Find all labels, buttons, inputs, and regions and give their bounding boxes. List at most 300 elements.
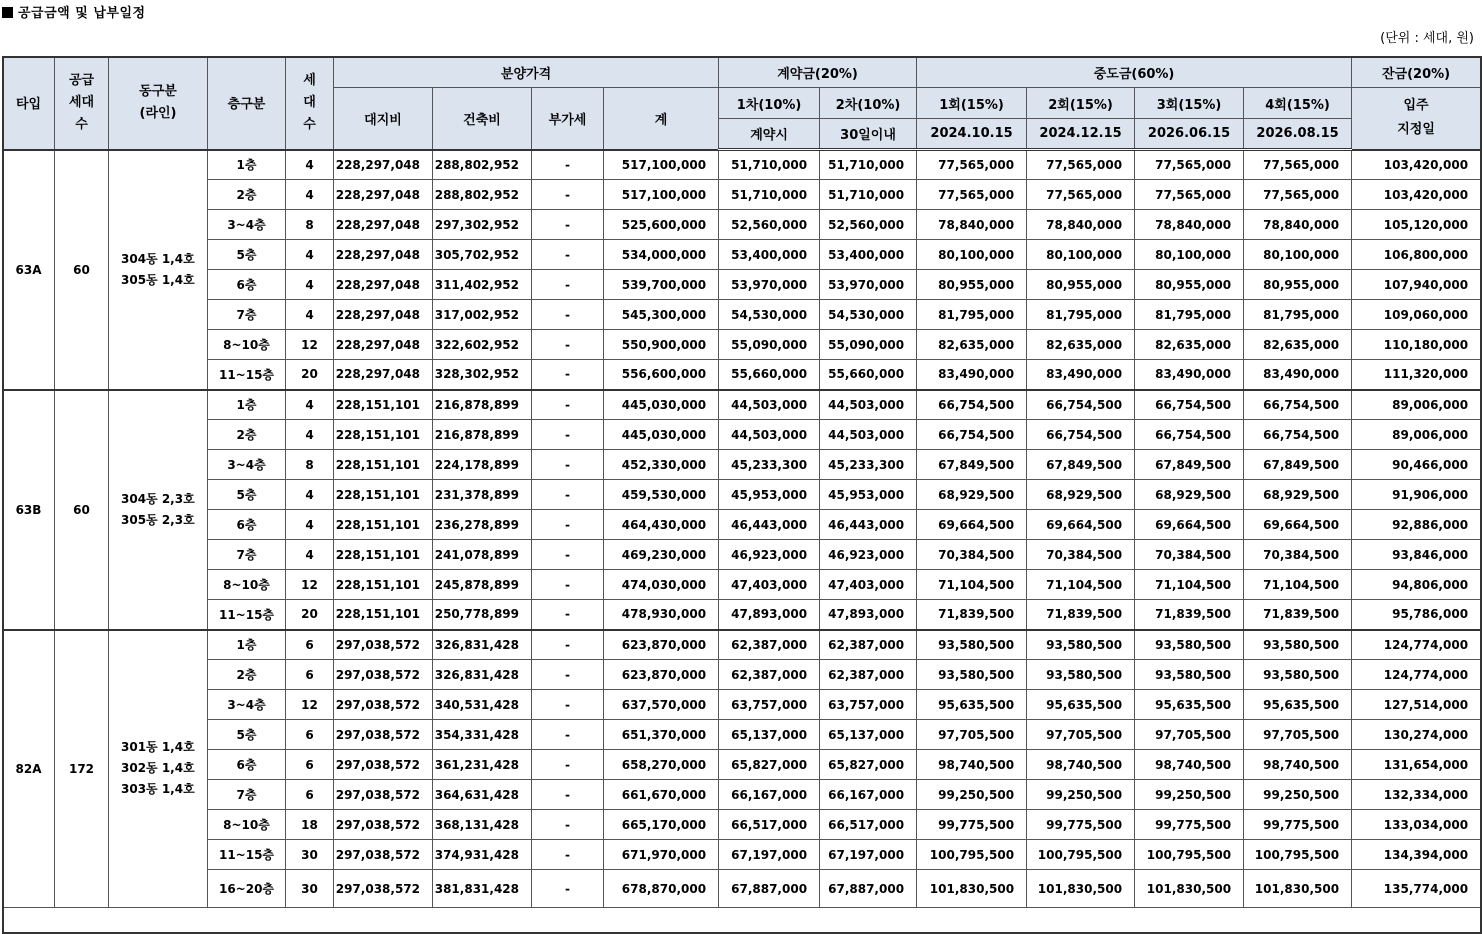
cell-building-cost: 368,131,428 xyxy=(433,810,532,840)
cell-int2: 93,580,500 xyxy=(1027,630,1135,660)
header-units: 세 대 수 xyxy=(286,57,334,150)
cell-floor: 6층 xyxy=(208,270,286,300)
cell-int4: 80,100,000 xyxy=(1244,240,1352,270)
section-title xyxy=(2,2,146,21)
cell-balance: 106,800,000 xyxy=(1352,240,1481,270)
cell-total: 539,700,000 xyxy=(604,270,719,300)
cell-int3: 98,740,500 xyxy=(1135,750,1244,780)
unit-note: (단위 : 세대, 원) xyxy=(1380,31,1474,46)
cell-int3: 71,104,500 xyxy=(1135,570,1244,600)
cell-int3: 67,849,500 xyxy=(1135,450,1244,480)
cell-floor: 7층 xyxy=(208,540,286,570)
header-building: 동구분 (라인) xyxy=(109,57,208,150)
cell-balance: 131,654,000 xyxy=(1352,750,1481,780)
cell-dep2: 66,167,000 xyxy=(820,780,917,810)
cell-balance: 124,774,000 xyxy=(1352,660,1481,690)
cell-vat: - xyxy=(532,480,604,510)
cell-total: 661,670,000 xyxy=(604,780,719,810)
cell-land: 297,038,572 xyxy=(334,750,433,780)
cell-dep1: 53,400,000 xyxy=(719,240,820,270)
header-vat: 부가세 xyxy=(532,88,604,150)
cell-floor: 1층 xyxy=(208,630,286,660)
cell-dep2: 53,970,000 xyxy=(820,270,917,300)
cell-vat: - xyxy=(532,810,604,840)
cell-int1: 99,775,500 xyxy=(917,810,1027,840)
cell-int1: 99,250,500 xyxy=(917,780,1027,810)
cell-int3: 77,565,000 xyxy=(1135,180,1244,210)
cell-int2: 82,635,000 xyxy=(1027,330,1135,360)
cell-dep2: 44,503,000 xyxy=(820,420,917,450)
cell-dep2: 55,090,000 xyxy=(820,330,917,360)
cell-land: 297,038,572 xyxy=(334,810,433,840)
cell-dep2: 62,387,000 xyxy=(820,660,917,690)
cell-int2: 68,929,500 xyxy=(1027,480,1135,510)
cell-dep1: 51,710,000 xyxy=(719,150,820,180)
cell-int3: 69,664,500 xyxy=(1135,510,1244,540)
table-row xyxy=(3,180,1481,210)
cell-int1: 83,490,000 xyxy=(917,360,1027,390)
cell-units: 6 xyxy=(286,660,334,690)
cell-int2: 83,490,000 xyxy=(1027,360,1135,390)
cell-balance: 94,806,000 xyxy=(1352,570,1481,600)
header-int3: 3회(15%) xyxy=(1135,88,1244,119)
cell-floor: 2층 xyxy=(208,180,286,210)
cell-dep1: 63,757,000 xyxy=(719,690,820,720)
cell-dep2: 63,757,000 xyxy=(820,690,917,720)
cell-balance: 95,786,000 xyxy=(1352,600,1481,630)
cell-vat: - xyxy=(532,870,604,908)
building-line: 305동 1,4호 xyxy=(121,272,195,287)
cell-int3: 80,100,000 xyxy=(1135,240,1244,270)
cell-vat: - xyxy=(532,510,604,540)
cell-vat: - xyxy=(532,390,604,420)
table-row xyxy=(3,600,1481,630)
cell-int4: 69,664,500 xyxy=(1244,510,1352,540)
table-row xyxy=(3,420,1481,450)
cell-building-cost: 245,878,899 xyxy=(433,570,532,600)
cell-total: 534,000,000 xyxy=(604,240,719,270)
cell-int4: 77,565,000 xyxy=(1244,150,1352,180)
header-int2: 2회(15%) xyxy=(1027,88,1135,119)
table-row xyxy=(3,270,1481,300)
table-row xyxy=(3,450,1481,480)
cell-floor: 3~4층 xyxy=(208,690,286,720)
cell-building-cost: 288,802,952 xyxy=(433,150,532,180)
cell-dep2: 47,403,000 xyxy=(820,570,917,600)
cell-balance: 103,420,000 xyxy=(1352,150,1481,180)
cell-vat: - xyxy=(532,600,604,630)
cell-int3: 93,580,500 xyxy=(1135,630,1244,660)
header-type: 타입 xyxy=(3,57,55,150)
cell-dep1: 62,387,000 xyxy=(719,660,820,690)
cell-land: 297,038,572 xyxy=(334,840,433,870)
header-supply-units: 공급 세대 수 xyxy=(55,57,109,150)
header-int2-date: 2024.12.15 xyxy=(1027,119,1135,150)
cell-balance: 110,180,000 xyxy=(1352,330,1481,360)
cell-total: 478,930,000 xyxy=(604,600,719,630)
cell-dep1: 65,827,000 xyxy=(719,750,820,780)
cell-units: 30 xyxy=(286,840,334,870)
cell-units: 20 xyxy=(286,600,334,630)
table-row xyxy=(3,480,1481,510)
cell-total: 658,270,000 xyxy=(604,750,719,780)
cell-vat: - xyxy=(532,180,604,210)
table-row xyxy=(3,750,1481,780)
header-int1: 1회(15%) xyxy=(917,88,1027,119)
cell-floor: 2층 xyxy=(208,660,286,690)
cell-dep1: 51,710,000 xyxy=(719,180,820,210)
cell-balance: 134,394,000 xyxy=(1352,840,1481,870)
cell-units: 18 xyxy=(286,810,334,840)
cell-dep2: 45,953,000 xyxy=(820,480,917,510)
cell-building-cost: 288,802,952 xyxy=(433,180,532,210)
cell-total: 474,030,000 xyxy=(604,570,719,600)
header-int3-date: 2026.06.15 xyxy=(1135,119,1244,150)
price-table xyxy=(2,56,1481,908)
cell-building-cost: 374,931,428 xyxy=(433,840,532,870)
table-row xyxy=(3,780,1481,810)
cell-int2: 67,849,500 xyxy=(1027,450,1135,480)
cell-dep2: 45,233,300 xyxy=(820,450,917,480)
cell-int3: 68,929,500 xyxy=(1135,480,1244,510)
cell-int4: 71,104,500 xyxy=(1244,570,1352,600)
cell-building-cost: 322,602,952 xyxy=(433,330,532,360)
table-row xyxy=(3,390,1481,420)
cell-balance: 109,060,000 xyxy=(1352,300,1481,330)
cell-building-cost: 250,778,899 xyxy=(433,600,532,630)
cell-dep2: 47,893,000 xyxy=(820,600,917,630)
cell-balance: 89,006,000 xyxy=(1352,420,1481,450)
cell-int2: 95,635,500 xyxy=(1027,690,1135,720)
cell-units: 6 xyxy=(286,630,334,660)
building-line: 303동 1,4호 xyxy=(121,782,195,797)
cell-vat: - xyxy=(532,630,604,660)
cell-int4: 83,490,000 xyxy=(1244,360,1352,390)
cell-units: 6 xyxy=(286,720,334,750)
cell-land: 228,297,048 xyxy=(334,270,433,300)
cell-building-cost: 361,231,428 xyxy=(433,750,532,780)
cell-int1: 66,754,500 xyxy=(917,390,1027,420)
cell-floor: 1층 xyxy=(208,390,286,420)
header-total: 계 xyxy=(604,88,719,150)
cell-dep1: 47,403,000 xyxy=(719,570,820,600)
cell-int2: 66,754,500 xyxy=(1027,420,1135,450)
cell-int2: 97,705,500 xyxy=(1027,720,1135,750)
cell-balance: 124,774,000 xyxy=(1352,630,1481,660)
cell-int2: 99,250,500 xyxy=(1027,780,1135,810)
cell-int3: 82,635,000 xyxy=(1135,330,1244,360)
cell-balance: 89,006,000 xyxy=(1352,390,1481,420)
cell-int1: 100,795,500 xyxy=(917,840,1027,870)
cell-balance: 135,774,000 xyxy=(1352,870,1481,908)
cell-int4: 77,565,000 xyxy=(1244,180,1352,210)
cell-dep2: 53,400,000 xyxy=(820,240,917,270)
cell-int4: 81,795,000 xyxy=(1244,300,1352,330)
building-line: 304동 1,4호 xyxy=(121,251,195,266)
cell-dep2: 55,660,000 xyxy=(820,360,917,390)
cell-dep2: 44,503,000 xyxy=(820,390,917,420)
cell-building-cost: 340,531,428 xyxy=(433,690,532,720)
cell-building-cost: 305,702,952 xyxy=(433,240,532,270)
cell-int4: 82,635,000 xyxy=(1244,330,1352,360)
building-line: 304동 2,3호 xyxy=(121,491,195,506)
cell-land: 297,038,572 xyxy=(334,870,433,908)
cell-vat: - xyxy=(532,420,604,450)
cell-int1: 93,580,500 xyxy=(917,630,1027,660)
cell-vat: - xyxy=(532,210,604,240)
building-line: 301동 1,4호 xyxy=(121,740,195,755)
cell-balance: 90,466,000 xyxy=(1352,450,1481,480)
cell-int1: 80,100,000 xyxy=(917,240,1027,270)
table-row xyxy=(3,240,1481,270)
cell-int4: 93,580,500 xyxy=(1244,660,1352,690)
cell-int4: 95,635,500 xyxy=(1244,690,1352,720)
cell-land: 228,297,048 xyxy=(334,330,433,360)
cell-dep1: 46,443,000 xyxy=(719,510,820,540)
cell-land: 228,151,101 xyxy=(334,480,433,510)
header-floor: 층구분 xyxy=(208,57,286,150)
cell-units: 4 xyxy=(286,300,334,330)
cell-int1: 71,104,500 xyxy=(917,570,1027,600)
cell-balance: 130,274,000 xyxy=(1352,720,1481,750)
cell-int1: 70,384,500 xyxy=(917,540,1027,570)
cell-int4: 68,929,500 xyxy=(1244,480,1352,510)
cell-floor: 7층 xyxy=(208,780,286,810)
cell-int1: 69,664,500 xyxy=(917,510,1027,540)
cell-type: 63A xyxy=(3,150,55,390)
cell-floor: 11~15층 xyxy=(208,600,286,630)
cell-type: 63B xyxy=(3,390,55,630)
cell-dep1: 66,517,000 xyxy=(719,810,820,840)
cell-dep2: 65,827,000 xyxy=(820,750,917,780)
cell-land: 297,038,572 xyxy=(334,690,433,720)
cell-int3: 78,840,000 xyxy=(1135,210,1244,240)
table-row xyxy=(3,720,1481,750)
cell-dep2: 67,197,000 xyxy=(820,840,917,870)
table-body xyxy=(3,150,1481,908)
cell-floor: 11~15층 xyxy=(208,360,286,390)
cell-dep1: 55,660,000 xyxy=(719,360,820,390)
cell-vat: - xyxy=(532,270,604,300)
header-dep2-when: 30일이내 xyxy=(820,119,917,150)
section-title-text: 공급금액 및 납부일정 xyxy=(18,6,146,21)
cell-land: 297,038,572 xyxy=(334,720,433,750)
cell-building-cost: 216,878,899 xyxy=(433,420,532,450)
cell-balance: 133,034,000 xyxy=(1352,810,1481,840)
cell-total: 517,100,000 xyxy=(604,180,719,210)
header-dep1-when: 계약시 xyxy=(719,119,820,150)
cell-total: 459,530,000 xyxy=(604,480,719,510)
cell-units: 12 xyxy=(286,690,334,720)
cell-int1: 93,580,500 xyxy=(917,660,1027,690)
cell-int3: 83,490,000 xyxy=(1135,360,1244,390)
cell-dep1: 67,197,000 xyxy=(719,840,820,870)
cell-land: 297,038,572 xyxy=(334,780,433,810)
cell-floor: 5층 xyxy=(208,240,286,270)
cell-int4: 66,754,500 xyxy=(1244,420,1352,450)
cell-building-cost: 326,831,428 xyxy=(433,630,532,660)
table-row xyxy=(3,330,1481,360)
cell-building-cost: 311,402,952 xyxy=(433,270,532,300)
cell-dep2: 46,443,000 xyxy=(820,510,917,540)
cell-dep2: 66,517,000 xyxy=(820,810,917,840)
cell-dep2: 51,710,000 xyxy=(820,150,917,180)
table-row xyxy=(3,540,1481,570)
cell-units: 8 xyxy=(286,210,334,240)
cell-int4: 66,754,500 xyxy=(1244,390,1352,420)
cell-int1: 82,635,000 xyxy=(917,330,1027,360)
cell-total: 550,900,000 xyxy=(604,330,719,360)
cell-int4: 97,705,500 xyxy=(1244,720,1352,750)
cell-balance: 93,846,000 xyxy=(1352,540,1481,570)
header-int1-date: 2024.10.15 xyxy=(917,119,1027,150)
header-interim: 중도금(60%) xyxy=(917,57,1352,88)
cell-int2: 98,740,500 xyxy=(1027,750,1135,780)
cell-building-cost: 297,302,952 xyxy=(433,210,532,240)
cell-building-cost: 326,831,428 xyxy=(433,660,532,690)
cell-units: 4 xyxy=(286,240,334,270)
cell-int1: 97,705,500 xyxy=(917,720,1027,750)
cell-int4: 101,830,500 xyxy=(1244,870,1352,908)
cell-total: 525,600,000 xyxy=(604,210,719,240)
cell-int3: 70,384,500 xyxy=(1135,540,1244,570)
header-deposit: 계약금(20%) xyxy=(719,57,917,88)
cell-int2: 80,100,000 xyxy=(1027,240,1135,270)
cell-floor: 2층 xyxy=(208,420,286,450)
cell-int1: 101,830,500 xyxy=(917,870,1027,908)
cell-int2: 81,795,000 xyxy=(1027,300,1135,330)
cell-int4: 100,795,500 xyxy=(1244,840,1352,870)
cell-total: 556,600,000 xyxy=(604,360,719,390)
cell-floor: 5층 xyxy=(208,720,286,750)
cell-int2: 77,565,000 xyxy=(1027,150,1135,180)
cell-building xyxy=(109,390,208,630)
table-row xyxy=(3,690,1481,720)
cell-total: 623,870,000 xyxy=(604,630,719,660)
cell-dep1: 44,503,000 xyxy=(719,390,820,420)
cell-land: 228,297,048 xyxy=(334,360,433,390)
cell-dep1: 54,530,000 xyxy=(719,300,820,330)
header-int4: 4회(15%) xyxy=(1244,88,1352,119)
cell-units: 4 xyxy=(286,150,334,180)
cell-int3: 93,580,500 xyxy=(1135,660,1244,690)
cell-int2: 71,839,500 xyxy=(1027,600,1135,630)
cell-int4: 67,849,500 xyxy=(1244,450,1352,480)
cell-int2: 100,795,500 xyxy=(1027,840,1135,870)
cell-int1: 66,754,500 xyxy=(917,420,1027,450)
cell-total: 464,430,000 xyxy=(604,510,719,540)
cell-vat: - xyxy=(532,720,604,750)
cell-total: 637,570,000 xyxy=(604,690,719,720)
table-row xyxy=(3,150,1481,180)
cell-int4: 80,955,000 xyxy=(1244,270,1352,300)
cell-int4: 99,250,500 xyxy=(1244,780,1352,810)
cell-floor: 3~4층 xyxy=(208,450,286,480)
cell-building-cost: 317,002,952 xyxy=(433,300,532,330)
cell-units: 12 xyxy=(286,330,334,360)
cell-total: 517,100,000 xyxy=(604,150,719,180)
cell-int2: 77,565,000 xyxy=(1027,180,1135,210)
cell-int2: 80,955,000 xyxy=(1027,270,1135,300)
cell-units: 30 xyxy=(286,870,334,908)
cell-floor: 5층 xyxy=(208,480,286,510)
cell-int3: 99,250,500 xyxy=(1135,780,1244,810)
cell-floor: 6층 xyxy=(208,750,286,780)
cell-int3: 80,955,000 xyxy=(1135,270,1244,300)
cell-dep1: 66,167,000 xyxy=(719,780,820,810)
cell-vat: - xyxy=(532,690,604,720)
cell-dep2: 46,923,000 xyxy=(820,540,917,570)
cell-total: 651,370,000 xyxy=(604,720,719,750)
cell-units: 4 xyxy=(286,270,334,300)
cell-int2: 70,384,500 xyxy=(1027,540,1135,570)
cell-land: 228,151,101 xyxy=(334,450,433,480)
cell-int2: 99,775,500 xyxy=(1027,810,1135,840)
cell-int4: 99,775,500 xyxy=(1244,810,1352,840)
table-header xyxy=(3,57,1481,150)
cell-int2: 71,104,500 xyxy=(1027,570,1135,600)
cell-land: 228,151,101 xyxy=(334,390,433,420)
table-row xyxy=(3,630,1481,660)
header-balance: 잔금(20%) xyxy=(1352,57,1481,88)
cell-floor: 7층 xyxy=(208,300,286,330)
cell-vat: - xyxy=(532,780,604,810)
cell-units: 8 xyxy=(286,450,334,480)
cell-int3: 95,635,500 xyxy=(1135,690,1244,720)
cell-land: 228,297,048 xyxy=(334,180,433,210)
cell-units: 4 xyxy=(286,510,334,540)
cell-land: 228,297,048 xyxy=(334,240,433,270)
cell-balance: 91,906,000 xyxy=(1352,480,1481,510)
cell-dep1: 65,137,000 xyxy=(719,720,820,750)
cell-units: 4 xyxy=(286,180,334,210)
cell-int2: 93,580,500 xyxy=(1027,660,1135,690)
cell-total: 665,170,000 xyxy=(604,810,719,840)
cell-total: 623,870,000 xyxy=(604,660,719,690)
cell-balance: 132,334,000 xyxy=(1352,780,1481,810)
cell-int3: 66,754,500 xyxy=(1135,420,1244,450)
table-row xyxy=(3,570,1481,600)
cell-int3: 71,839,500 xyxy=(1135,600,1244,630)
cell-dep2: 65,137,000 xyxy=(820,720,917,750)
cell-int3: 97,705,500 xyxy=(1135,720,1244,750)
cell-vat: - xyxy=(532,300,604,330)
cell-int2: 66,754,500 xyxy=(1027,390,1135,420)
cell-dep2: 67,887,000 xyxy=(820,870,917,908)
cell-dep1: 45,953,000 xyxy=(719,480,820,510)
cell-int1: 77,565,000 xyxy=(917,180,1027,210)
cell-building-cost: 328,302,952 xyxy=(433,360,532,390)
cell-int1: 67,849,500 xyxy=(917,450,1027,480)
cell-dep2: 62,387,000 xyxy=(820,630,917,660)
header-dep2: 2차(10%) xyxy=(820,88,917,119)
cell-balance: 103,420,000 xyxy=(1352,180,1481,210)
cell-int1: 81,795,000 xyxy=(917,300,1027,330)
cell-int2: 69,664,500 xyxy=(1027,510,1135,540)
cell-units: 4 xyxy=(286,480,334,510)
cell-int1: 78,840,000 xyxy=(917,210,1027,240)
cell-floor: 8~10층 xyxy=(208,810,286,840)
cell-vat: - xyxy=(532,150,604,180)
cell-int4: 98,740,500 xyxy=(1244,750,1352,780)
cell-int3: 100,795,500 xyxy=(1135,840,1244,870)
cell-building-cost: 241,078,899 xyxy=(433,540,532,570)
building-line: 302동 1,4호 xyxy=(121,761,195,776)
header-int4-date: 2026.08.15 xyxy=(1244,119,1352,150)
header-sale-price: 분양가격 xyxy=(334,57,719,88)
cell-int1: 98,740,500 xyxy=(917,750,1027,780)
header-building-cost: 건축비 xyxy=(433,88,532,150)
